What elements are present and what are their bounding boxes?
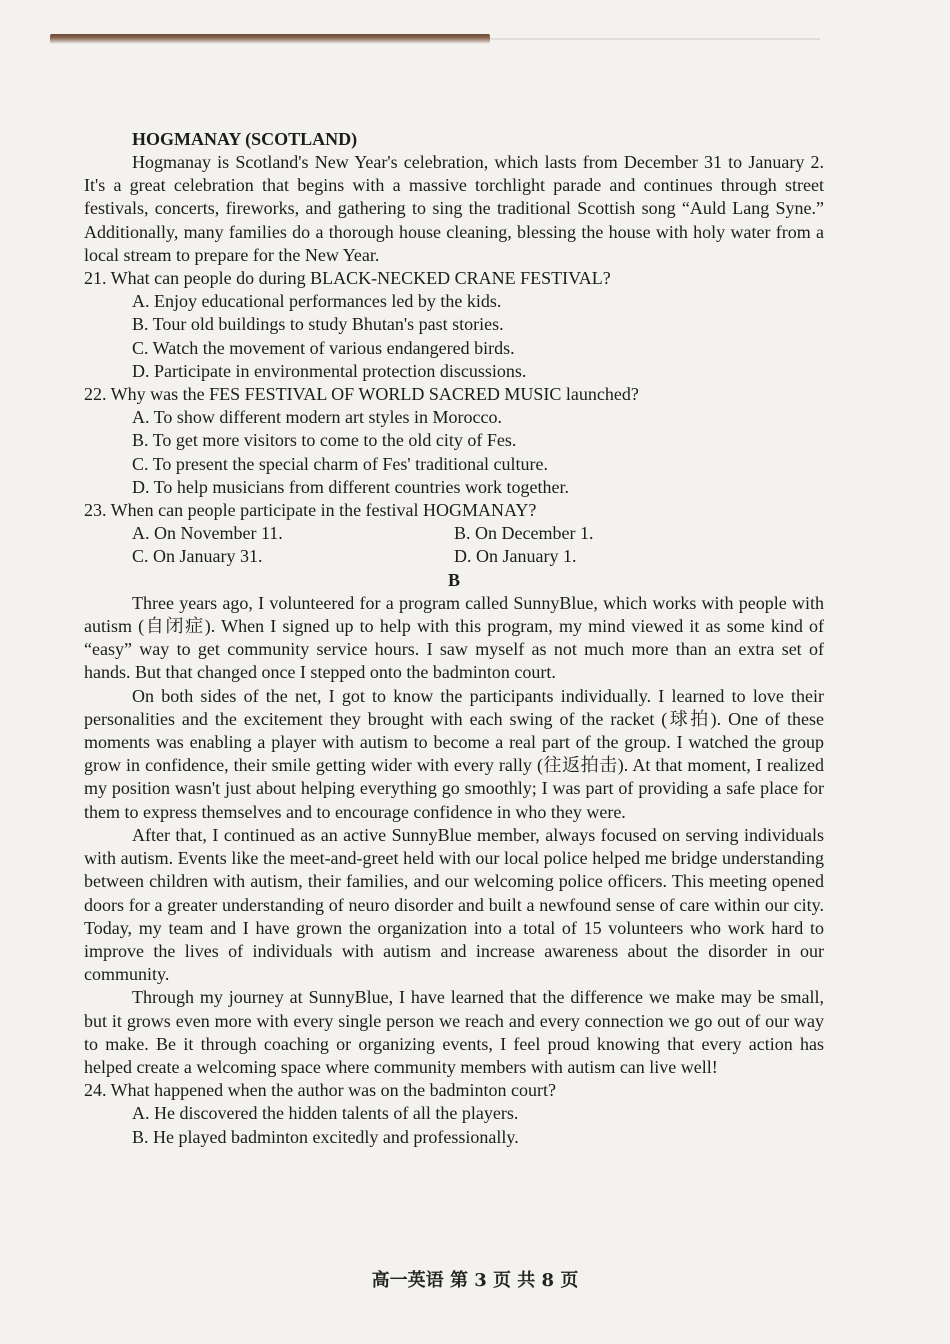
- option-a: A. Enjoy educational performances led by the kids.: [132, 291, 502, 312]
- option-b: B. Tour old buildings to study Bhutan's past stories.: [132, 314, 504, 335]
- passage-b-paragraph-4: Through my journey at SunnyBlue, I have learned that the difference we make may be small, but it grows even more with every single person we reach and every connection we go out of our way to make. Be it through coaching or organizing events, I feel proud knowing that every action has helped create a welcoming space where community members with autism can live well!: [84, 987, 824, 1077]
- question-24: [84, 1079, 824, 1149]
- passage-b-paragraph-3: After that, I continued as an active SunnyBlue member, always focused on serving individuals with autism. Events like the meet-and-greet held with our local police helped me bridge understanding between children with autism, their families, and our welcoming police officers. This meeting opened doors for a greater understanding of neuro disorder and built a newfound sense of care within our city. Today, my team and I have grown the organization into a total of 15 volunteers who work hard to improve the lives of individuals with autism and increase awareness about the disorder in our community.: [84, 824, 824, 985]
- option-b: B. To get more visitors to come to the old city of Fes.: [132, 430, 517, 451]
- option-d: D. On January 1.: [454, 546, 577, 567]
- passage-heading: HOGMANAY (SCOTLAND): [132, 129, 358, 149]
- option-d: D. Participate in environmental protection discussions.: [132, 360, 527, 381]
- option-b: B. He played badminton excitedly and professionally.: [132, 1126, 519, 1147]
- question-stem: 23. When can people participate in the festival HOGMANAY?: [84, 500, 537, 521]
- option-d: D. To help musicians from different countries work together.: [132, 476, 569, 497]
- question-21: [84, 267, 824, 383]
- option-b: B. On December 1.: [454, 523, 594, 544]
- page-top-rule: [490, 38, 820, 40]
- option-row: [84, 545, 824, 568]
- option-row: [84, 522, 824, 545]
- option-a: A. On November 11.: [132, 523, 283, 544]
- question-stem: 24. What happened when the author was on the badminton court?: [84, 1080, 557, 1101]
- passage-b-paragraph-1: Three years ago, I volunteered for a program called SunnyBlue, which works with people with autism (自闭症). When I signed up to help with this program, my mind viewed it as some kind of “easy” way to get community service hours. I saw myself as not much more than an extra set of hands. But that changed once I stepped onto the badminton court.: [84, 592, 824, 683]
- question-22: [84, 383, 824, 499]
- question-stem: 21. What can people do during BLACK-NECKED CRANE FESTIVAL?: [84, 268, 611, 289]
- option-a: A. To show different modern art styles in Morocco.: [132, 407, 503, 428]
- passage-b-paragraph-2: On both sides of the net, I got to know the participants individually. I learned to love their personalities and the excitement they brought with each swing of the racket (球拍). One of these moments was enabling a player with autism to become a real part of the group. I watched the group grow in confidence, their smile getting wider with every rally (往返拍击). At that moment, I realized my position wasn't just about helping everything go smoothly; I was part of providing a safe place for them to express themselves and to encourage confidence in who they were.: [84, 685, 824, 822]
- exam-page: [84, 128, 824, 1149]
- passage-paragraph: Hogmanay is Scotland's New Year's celebration, which lasts from December 31 to January 2. It's a great celebration that begins with a massive torchlight parade and continues through street festivals, concerts, fireworks, and gathering to sing the traditional Scottish song “Auld Lang Syne.” Additionally, many families do a thorough house cleaning, blessing the house with holy water from a local stream to prepare for the New Year.: [84, 152, 824, 265]
- option-c: C. On January 31.: [132, 546, 263, 567]
- question-stem: 22. Why was the FES FESTIVAL OF WORLD SACRED MUSIC launched?: [84, 384, 639, 405]
- page-footer: 高一英语 第 3 页 共 8 页: [371, 1270, 579, 1291]
- option-c: C. Watch the movement of various endangered birds.: [132, 337, 515, 358]
- section-label: B: [447, 569, 460, 590]
- option-a: A. He discovered the hidden talents of all the players.: [132, 1103, 519, 1124]
- page-edge-shadow: [50, 34, 490, 44]
- option-c: C. To present the special charm of Fes' traditional culture.: [132, 453, 549, 474]
- question-23: [84, 499, 824, 569]
